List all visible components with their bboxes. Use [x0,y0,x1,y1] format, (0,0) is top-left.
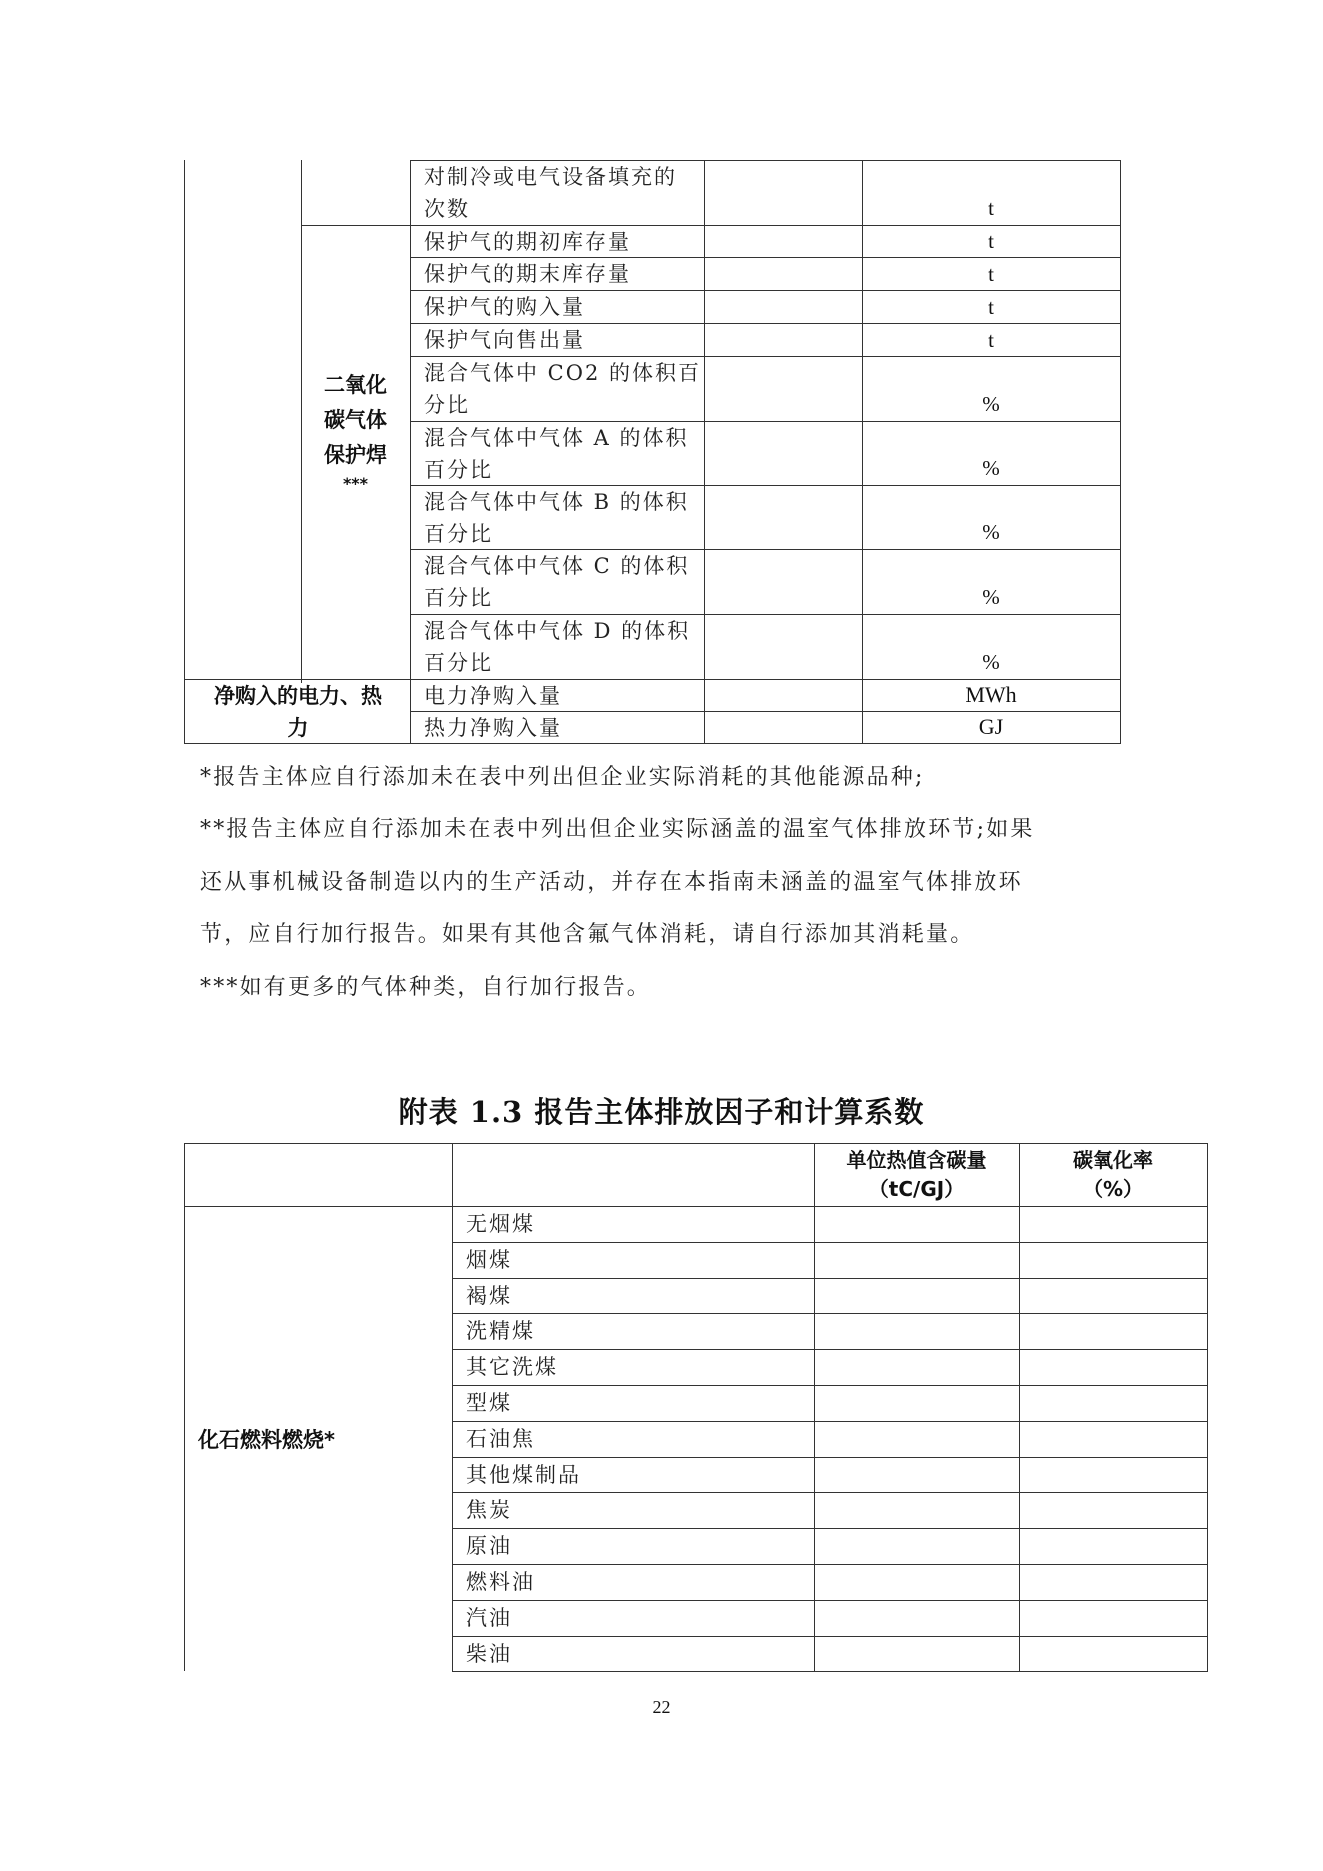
table1-item-cell [424,422,689,486]
table2-top-line [184,1143,1208,1144]
item-text: 混合气体中 CO2 的体积百 [424,361,701,385]
table1-item-cell: 电力净购入量 [424,684,562,708]
header-oxidation-rate [1019,1146,1207,1204]
fuel-name-cell: 柴油 [466,1641,512,1666]
fuel-name-cell: 原油 [466,1534,512,1559]
group-label-line: *** [342,474,369,493]
table1-item-cell [424,357,701,421]
table1-col-divider [410,160,411,743]
unit-cell: t [988,229,994,253]
unit-cell: % [982,520,1000,544]
header-text: （%） [1082,1177,1144,1201]
item-text: 混合气体中气体 B 的体积 [424,490,689,514]
table1-item-cell [424,486,689,550]
fuel-name-cell: 汽油 [466,1605,512,1630]
unit-cell: t [988,196,994,220]
table2-row-line [452,1313,1208,1314]
table1-item-cell [424,550,689,614]
fuel-name-cell: 焦炭 [466,1498,512,1523]
unit-cell: t [988,262,994,286]
table1-item-cell: 热力净购入量 [424,716,562,740]
fuel-name-cell: 其它洗煤 [466,1355,558,1380]
table1-col-divider [704,160,705,743]
header-text: 碳氧化率 [1073,1148,1153,1172]
item-text: 分比 [424,393,470,417]
table2-col-divider [452,1143,453,1671]
item-text: 百分比 [424,522,493,546]
header-carbon-content [814,1146,1019,1204]
fuel-name-cell: 洗精煤 [466,1319,535,1344]
item-text: 对制冷或电气设备填充的 [424,165,677,189]
group-label-line: 碳气体 [324,408,387,432]
fuel-name-cell: 型煤 [466,1391,512,1415]
table1-item-cell: 保护气的期初库存量 [424,230,631,254]
table2-col-divider [1019,1143,1020,1671]
unit-cell: GJ [978,714,1004,739]
fuel-name-cell: 石油焦 [466,1426,535,1451]
unit-cell: t [988,295,994,319]
table2-title: 附表 1.3 报告主体排放因子和计算系数 [398,1095,925,1129]
table2-row-line [452,1492,1208,1493]
table1-border-right [1120,160,1121,743]
table2-row-line [452,1349,1208,1350]
unit-cell: MWh [965,682,1017,707]
item-text: 百分比 [424,651,493,675]
header-text: 单位热值含碳量 [846,1148,987,1172]
item-text: 次数 [424,197,470,221]
net-label-line: 力 [287,716,309,740]
table2-row-line [452,1528,1208,1529]
table2-row-line [452,1600,1208,1601]
table2-border-right [1207,1143,1208,1671]
group-label-line: 二氧化 [324,373,387,397]
footnote: 节，应自行加行报告。如果有其他含氟气体消耗，请自行添加其消耗量。 [200,922,975,947]
item-text: 混合气体中气体 A 的体积 [424,426,689,450]
table2-row-line [452,1421,1208,1422]
fuel-name-cell: 烟煤 [466,1247,512,1272]
unit-cell: % [982,650,1000,674]
table2-header-line [184,1206,1208,1207]
group-label-line: 保护焊 [324,443,387,467]
footnote: *报告主体应自行添加未在表中列出但企业实际消耗的其他能源品种; [200,765,925,790]
fuel-name-cell: 燃料油 [466,1570,535,1594]
item-text: 百分比 [424,586,493,610]
table2-row-line [452,1671,1208,1672]
table1-border-left [184,160,185,743]
unit-cell: % [982,392,1000,416]
item-text: 混合气体中气体 C 的体积 [424,554,690,578]
table1-item-cell: 保护气的期末库存量 [424,262,631,286]
net-label-line: 净购入的电力、热 [214,684,382,708]
table2-row-line [452,1242,1208,1243]
item-text: 百分比 [424,458,493,482]
header-text: （tC/GJ） [868,1177,965,1201]
table2-row-line [452,1278,1208,1279]
table2-row-line [452,1457,1208,1458]
table2-row-line [452,1385,1208,1386]
table1-item-cell [424,161,677,225]
table1-item-cell: 保护气的购入量 [424,295,585,319]
footnote: 还从事机械设备制造以内的生产活动，并存在本指南未涵盖的温室气体排放环 [200,870,1023,895]
table1-item-cell: 保护气向售出量 [424,328,585,352]
table1-item-cell [424,615,690,679]
fuel-name-cell: 其他煤制品 [466,1462,581,1487]
footnote: **报告主体应自行添加未在表中列出但企业实际涵盖的温室气体排放环节;如果 [200,817,1035,842]
net-purchase-label [186,680,410,744]
table2-border-left [184,1143,185,1671]
page-number: 22 [652,1697,671,1717]
group-label-fossil-fuel: 化石燃料燃烧* [198,1428,335,1452]
fuel-name-cell: 无烟煤 [466,1212,535,1236]
item-text: 混合气体中气体 D 的体积 [424,619,691,643]
fuel-name-cell: 褐煤 [466,1283,512,1308]
footnote: ***如有更多的气体种类，自行加行报告。 [200,975,652,1000]
unit-cell: % [982,456,1000,480]
unit-cell: t [988,328,994,352]
table2-col-divider [814,1143,815,1671]
table2-row-line [452,1636,1208,1637]
table2-row-line [452,1564,1208,1565]
group-label-co2-welding [301,368,410,495]
unit-cell: % [982,585,1000,609]
